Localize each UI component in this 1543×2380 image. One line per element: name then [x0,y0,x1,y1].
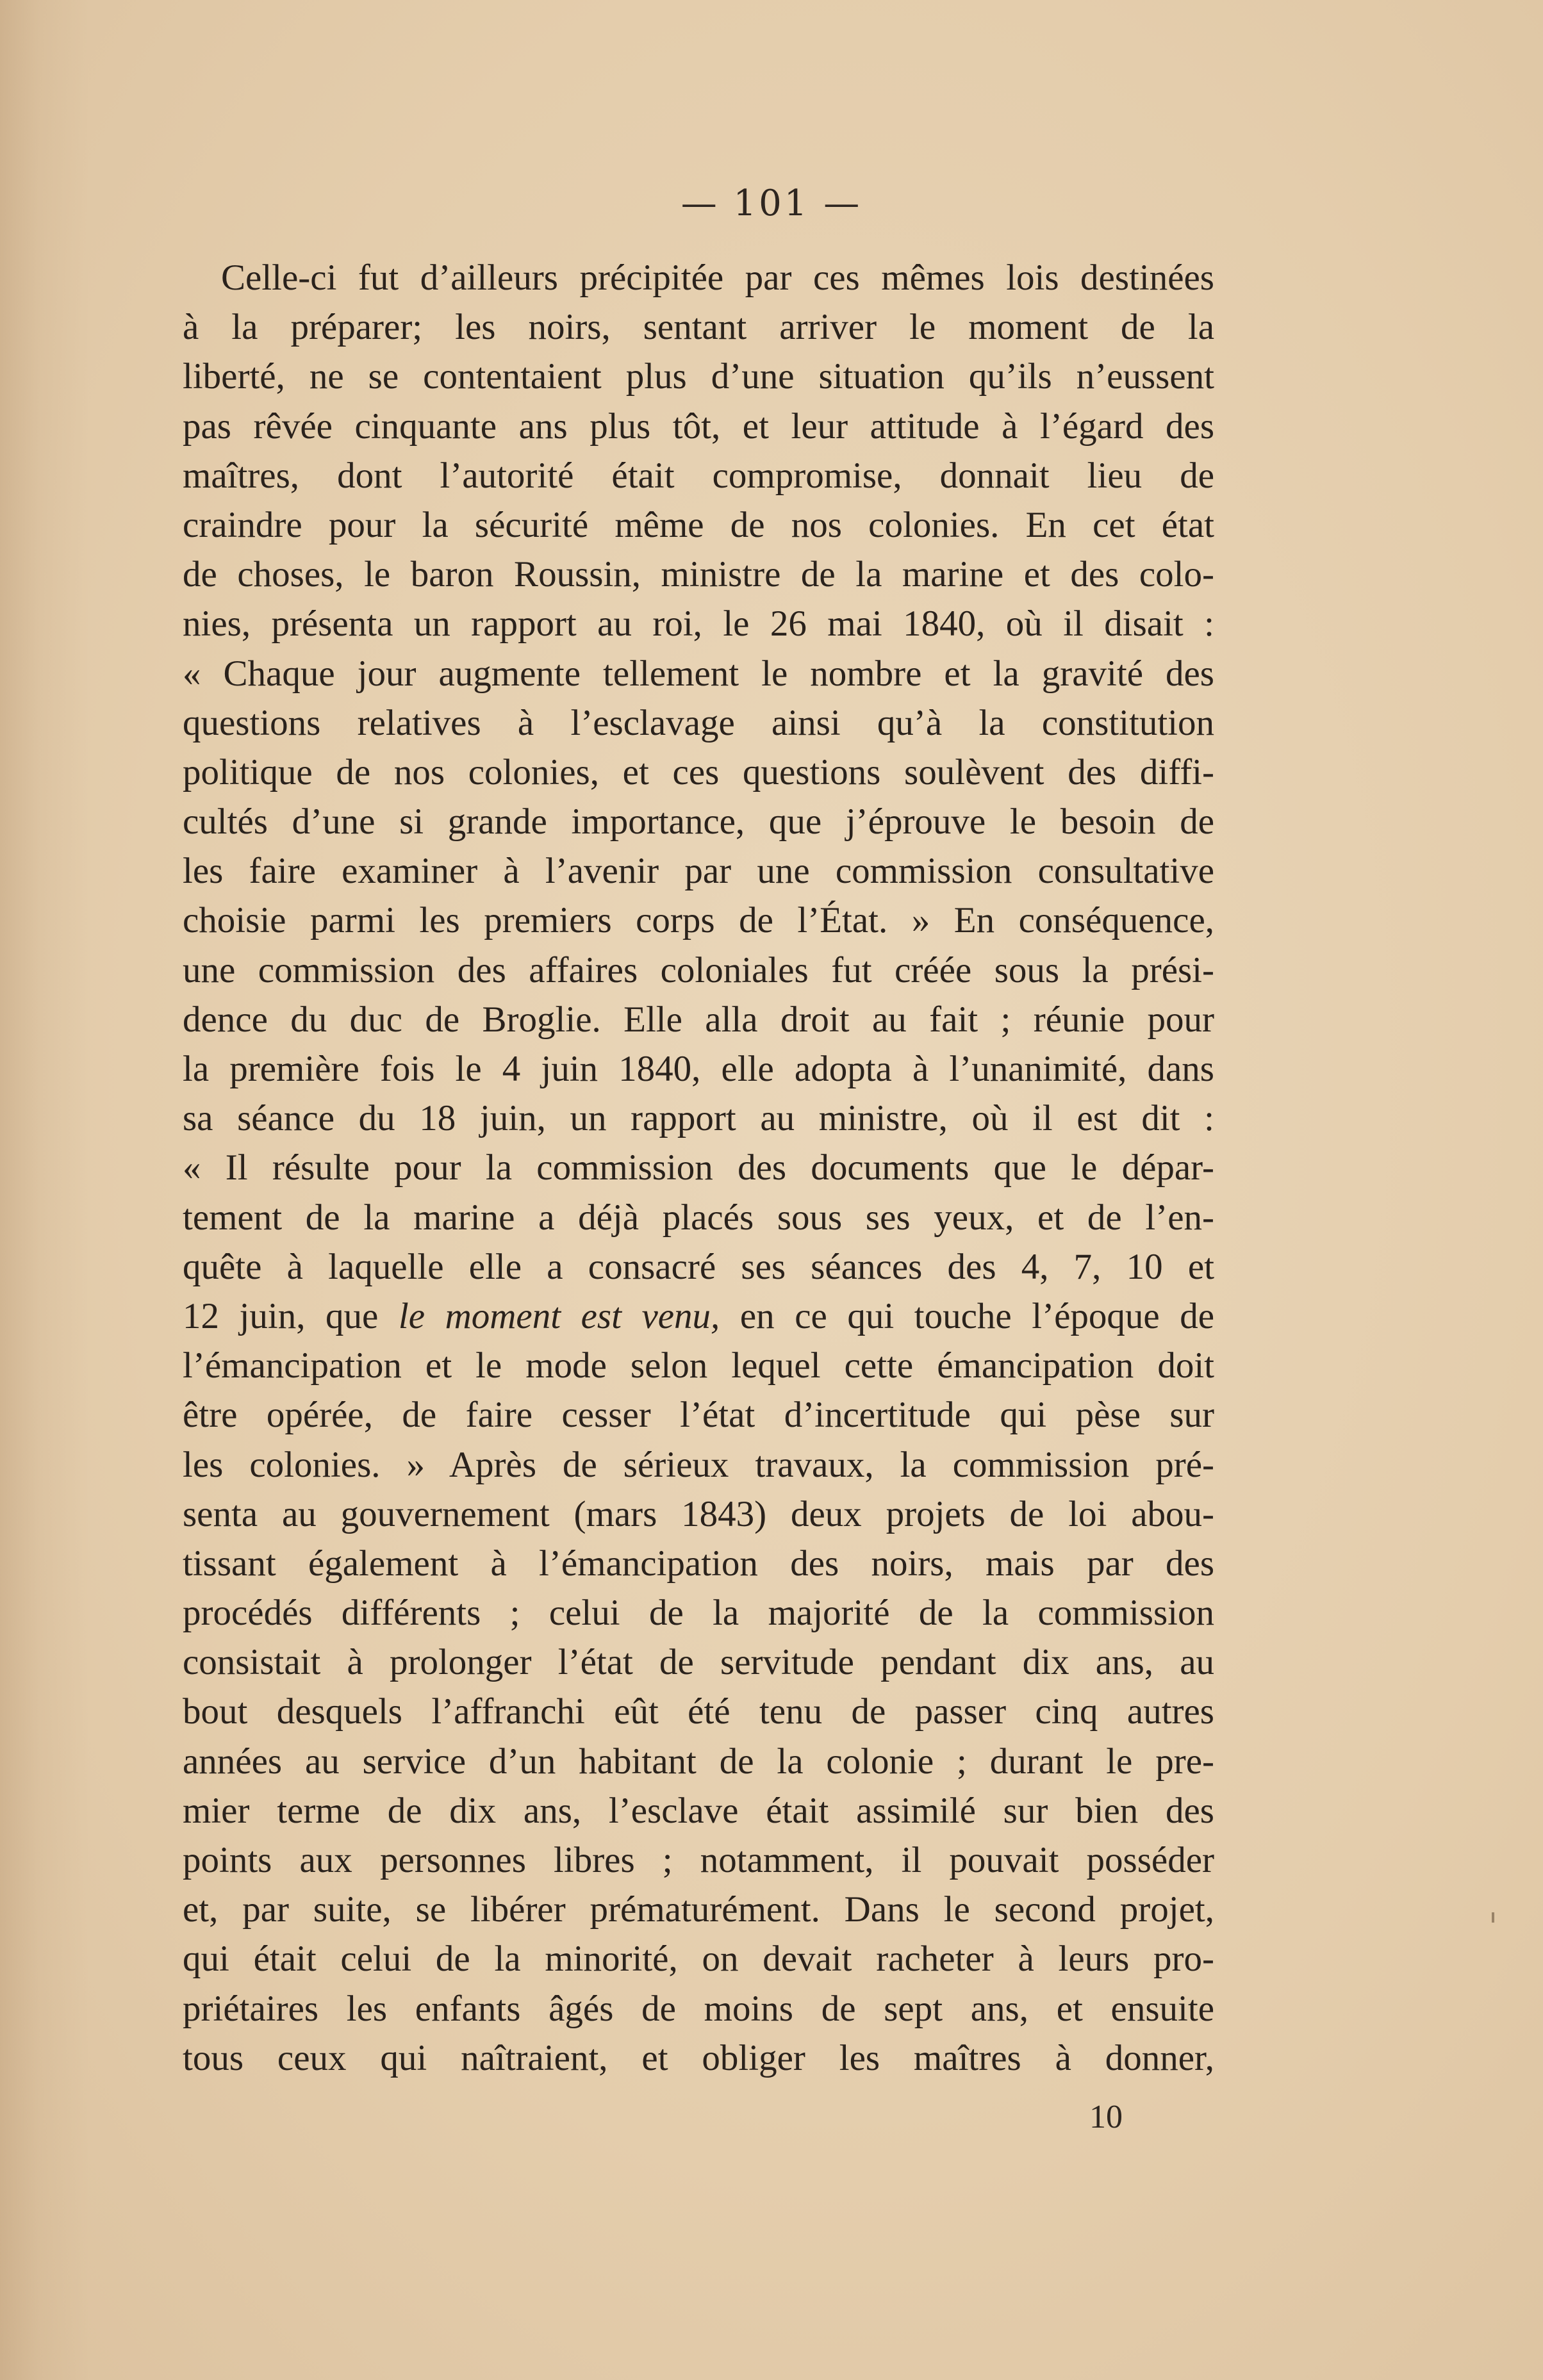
text-line: être opérée, de faire cesser l’état d’incertitude qui pèse sur [183,1395,1214,1436]
text-line: nies, présenta un rapport au roi, le 26 mai 1840, où il disait : [183,603,1214,644]
text-line: politique de nos colonies, et ces questions soulèvent des diffi- [183,751,1214,792]
text-line: qui était celui de la minorité, on devait racheter à leurs pro- [183,1939,1214,1980]
text-line: senta au gouvernement (mars 1843) deux projets de loi abou- [183,1493,1214,1534]
text-line: cultés d’une si grande importance, que j’éprouve le besoin de [183,801,1214,842]
text-line: « Il résulte pour la commission des documents que le dépar- [183,1147,1214,1188]
text-line: consistait à prolonger l’état de servitude pendant dix ans, au [183,1642,1214,1683]
text-segment: 12 juin, que [183,1295,379,1336]
text-line: maîtres, dont l’autorité était compromise, donnait lieu de [183,455,1214,496]
signature-mark: 10 [1089,2099,1123,2135]
text-line: quête à laquelle elle a consacré ses séances des 4, 7, 10 et [183,1246,1214,1287]
text-line: questions relatives à l’esclavage ainsi qu’à la constitution [183,702,1214,743]
text-line: tous ceux qui naîtraient, et obliger les maîtres à donner, [183,2037,1214,2078]
text-line: choisie parmi les premiers corps de l’État. » En conséquence, [183,900,1214,941]
text-line: mier terme de dix ans, l’esclave était assimilé sur bien des [183,1790,1214,1831]
paper-speck [1492,1912,1494,1923]
text-line: à la préparer; les noirs, sentant arriver le moment de la [183,307,1214,348]
text-line: « Chaque jour augmente tellement le nombre et la gravité des [183,653,1214,694]
text-line: sa séance du 18 juin, un rapport au ministre, où il est dit : [183,1098,1214,1139]
text-line: les colonies. » Après de sérieux travaux, la commission pré- [183,1444,1214,1485]
text-line: craindre pour la sécurité même de nos colonies. En cet état [183,504,1214,545]
text-line: une commission des affaires coloniales fut créée sous la prési- [183,949,1214,990]
page-number: — 101 — [681,183,862,224]
text-line: Celle-ci fut d’ailleurs précipitée par ces mêmes lois destinées [221,258,1214,298]
text-line: bout desquels l’affranchi eût été tenu de passer cinq autres [183,1691,1214,1732]
text-line: les faire examiner à l’avenir par une commission consultative [183,851,1214,892]
text-line: dence du duc de Broglie. Elle alla droit au fait ; réunie pour [183,999,1214,1040]
text-line: points aux personnes libres ; notamment, il pouvait posséder [183,1840,1214,1880]
text-segment: en ce qui touche l’époque de [739,1295,1215,1336]
text-line: tement de la marine a déjà placés sous ses yeux, et de l’en- [183,1197,1214,1238]
text-line: et, par suite, se libérer prématurément. Dans le second projet, [183,1889,1214,1930]
italic-phrase: le moment est venu, [398,1295,720,1336]
text-line: procédés différents ; celui de la majorité de la commission [183,1593,1214,1634]
text-line: priétaires les enfants âgés de moins de sept ans, et ensuite [183,1988,1214,2029]
text-line-with-italic [183,1292,1214,1341]
text-line: l’émancipation et le mode selon lequel cette émancipation doit [183,1345,1214,1386]
text-line: liberté, ne se contentaient plus d’une situation qu’ils n’eussent [183,356,1214,397]
body-paragraph [183,253,1214,2083]
text-line: la première fois le 4 juin 1840, elle adopta à l’unanimité, dans [183,1049,1214,1089]
text-line: tissant également à l’émancipation des noirs, mais par des [183,1543,1214,1584]
text-line: de choses, le baron Roussin, ministre de la marine et des colo- [183,554,1214,595]
text-line: pas rêvée cinquante ans plus tôt, et leur attitude à l’égard des [183,406,1214,447]
text-line: années au service d’un habitant de la colonie ; durant le pre- [183,1741,1214,1782]
